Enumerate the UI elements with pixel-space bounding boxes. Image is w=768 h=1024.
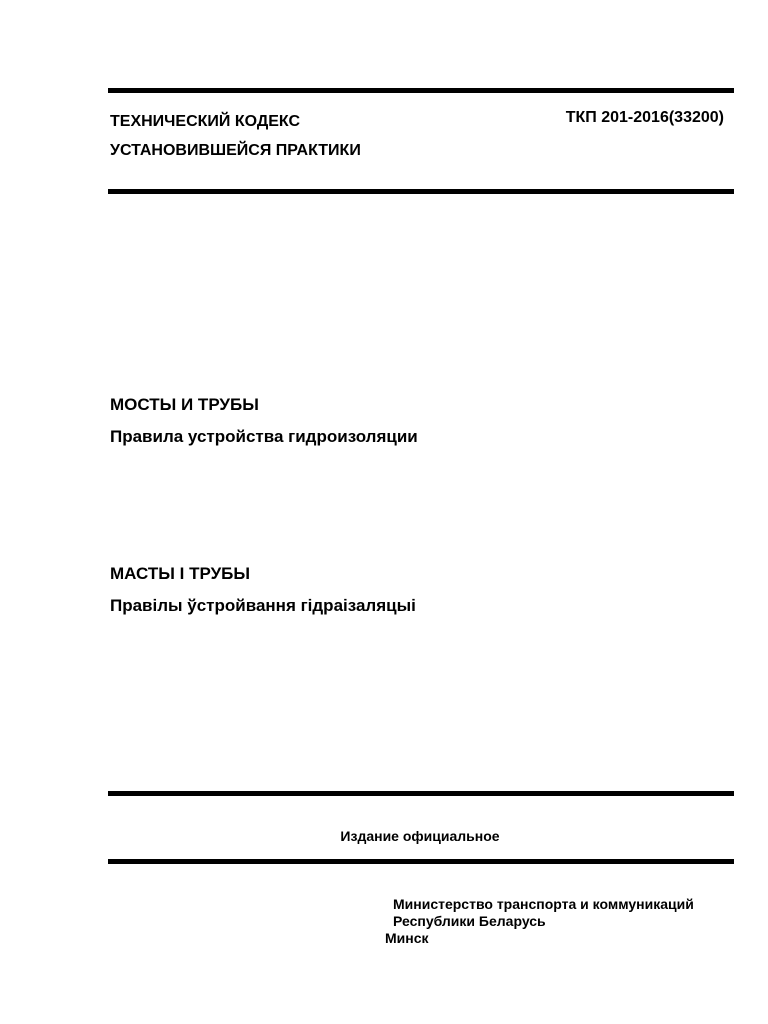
top-rule [108,88,734,93]
publisher-line1: Министерство транспорта и коммуникаций [393,896,694,912]
publisher-city: Минск [385,930,429,946]
document-type [110,107,361,165]
document-type-line2: УСТАНОВИВШЕЙСЯ ПРАКТИКИ [110,142,361,159]
title-russian-subtitle: Правила устройства гидроизоляции [110,427,418,446]
title-belarusian-main: МАСТЫ І ТРУБЫ [110,564,251,583]
edition-label: Издание официальное [340,828,500,844]
title-belarusian-subtitle: Правілы ўстройвання гідраізаляцыі [110,596,416,615]
title-belarusian [110,564,416,616]
edition-bottom-rule [108,859,734,864]
title-russian [110,395,418,447]
publisher [393,896,694,930]
edition-top-rule [108,791,734,796]
publisher-line2: Республики Беларусь [393,913,546,929]
document-code: ТКП 201-2016(33200) [565,109,724,126]
document-type-line1: ТЕХНИЧЕСКИЙ КОДЕКС [110,113,301,130]
title-russian-main: МОСТЫ И ТРУБЫ [110,395,259,414]
header-bottom-rule [108,189,734,194]
